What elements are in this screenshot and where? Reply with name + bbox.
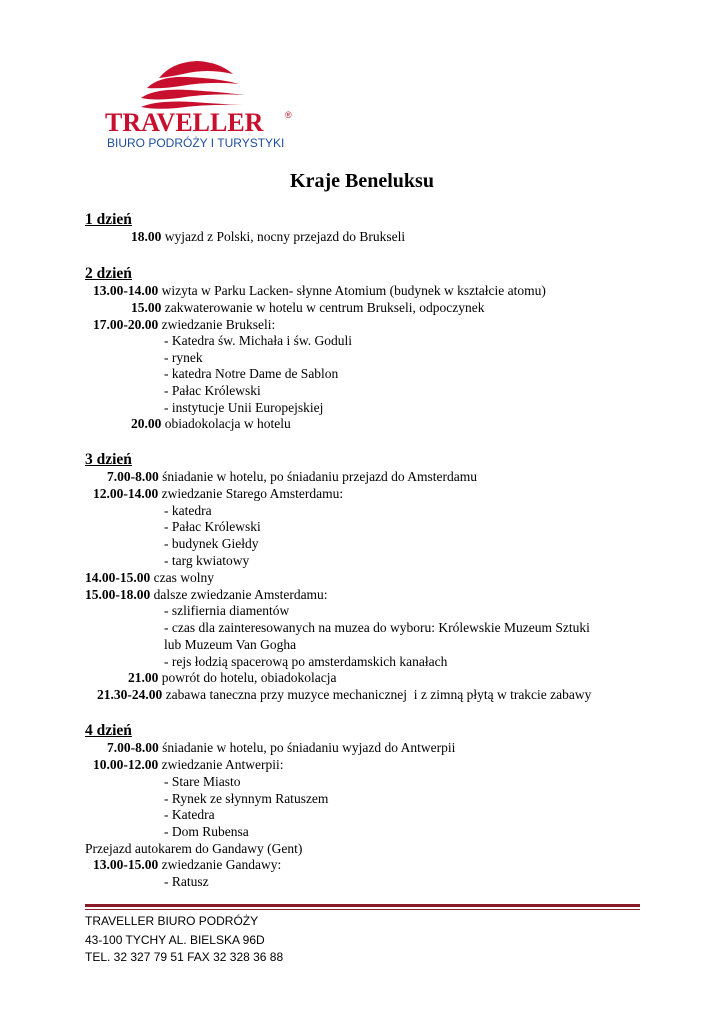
time-label: 7.00-8.00 bbox=[107, 469, 159, 484]
itinerary-line bbox=[107, 469, 477, 485]
footer-contact: TEL. 32 327 79 51 FAX 32 328 36 88 bbox=[85, 950, 284, 964]
activity-text: - katedra Notre Dame de Sablon bbox=[164, 366, 339, 381]
itinerary-line bbox=[164, 553, 249, 569]
activity-text: - czas dla zainteresowanych na muzea do wyboru: Królewskie Muzeum Sztuki bbox=[164, 620, 590, 635]
itinerary-line bbox=[164, 333, 352, 349]
itinerary-line bbox=[164, 503, 212, 519]
time-label: 18.00 bbox=[131, 229, 162, 244]
time-label: 17.00-20.00 bbox=[93, 317, 159, 332]
itinerary-line bbox=[128, 670, 336, 686]
itinerary-line bbox=[93, 486, 343, 502]
activity-text: Przejazd autokarem do Gandawy (Gent) bbox=[85, 841, 303, 856]
itinerary-line bbox=[164, 791, 328, 807]
activity-text: zakwaterowanie w hotelu w centrum Brukseli, odpoczynek bbox=[161, 300, 485, 315]
time-label: 21.30-24.00 bbox=[97, 687, 163, 702]
time-label: 13.00-14.00 bbox=[93, 283, 159, 298]
activity-text: - rejs łodzią spacerową po amsterdamskich kanałach bbox=[164, 654, 448, 669]
time-label: 20.00 bbox=[131, 416, 162, 431]
activity-text: zwiedzanie Starego Amsterdamu: bbox=[158, 486, 344, 501]
itinerary-line bbox=[164, 383, 261, 399]
page-title: Kraje Beneluksu bbox=[290, 170, 434, 192]
itinerary-line bbox=[85, 587, 328, 603]
time-label: 15.00-18.00 bbox=[85, 587, 151, 602]
day-heading: 2 dzień bbox=[85, 265, 132, 282]
activity-text: - instytucje Unii Europejskiej bbox=[164, 400, 324, 415]
itinerary-line bbox=[93, 283, 546, 299]
activity-text: - Ratusz bbox=[164, 874, 209, 889]
itinerary-line bbox=[164, 603, 289, 619]
time-label: 13.00-15.00 bbox=[93, 857, 159, 872]
itinerary-line bbox=[93, 317, 275, 333]
time-label: 10.00-12.00 bbox=[93, 757, 159, 772]
itinerary-line bbox=[164, 874, 209, 890]
activity-text: - Rynek ze słynnym Ratuszem bbox=[164, 791, 329, 806]
itinerary-line bbox=[164, 536, 258, 552]
footer-rule bbox=[85, 904, 640, 912]
activity-text: dalsze zwiedzanie Amsterdamu: bbox=[150, 587, 328, 602]
itinerary-line bbox=[93, 857, 281, 873]
logo-registered-mark: ® bbox=[285, 110, 292, 120]
time-label: 12.00-14.00 bbox=[93, 486, 159, 501]
day-heading: 1 dzień bbox=[85, 211, 132, 228]
logo-tagline: BIURO PODRÓŻY I TURYSTYKI bbox=[107, 136, 285, 150]
activity-text: - Stare Miasto bbox=[164, 774, 241, 789]
activity-text: lub Muzeum Van Gogha bbox=[164, 637, 297, 652]
time-label: 7.00-8.00 bbox=[107, 740, 159, 755]
activity-text: zwiedzanie Antwerpii: bbox=[158, 757, 284, 772]
itinerary-line bbox=[164, 807, 215, 823]
itinerary-line bbox=[164, 637, 296, 653]
activity-text: - Pałac Królewski bbox=[164, 519, 261, 534]
activity-text: - rynek bbox=[164, 350, 203, 365]
time-label: 14.00-15.00 bbox=[85, 570, 151, 585]
activity-text: - Katedra św. Michała i św. Goduli bbox=[164, 333, 352, 348]
footer-address: 43-100 TYCHY AL. BIELSKA 96D bbox=[85, 933, 265, 947]
itinerary-line bbox=[164, 620, 590, 636]
activity-text: wyjazd z Polski, nocny przejazd do Brukseli bbox=[161, 229, 406, 244]
traveller-logo bbox=[97, 44, 307, 167]
activity-text: - Katedra bbox=[164, 807, 215, 822]
itinerary-line bbox=[164, 519, 261, 535]
day-heading: 4 dzień bbox=[85, 722, 132, 739]
itinerary-line bbox=[131, 416, 291, 432]
activity-text: zwiedzanie Brukseli: bbox=[158, 317, 276, 332]
itinerary-line bbox=[85, 841, 302, 857]
itinerary-line bbox=[164, 350, 203, 366]
itinerary-line bbox=[131, 229, 405, 245]
activity-text: śniadanie w hotelu, po śniadaniu przejazd do Amsterdamu bbox=[158, 469, 478, 484]
itinerary-line bbox=[85, 570, 214, 586]
itinerary-line bbox=[107, 740, 455, 756]
activity-text: zabawa taneczna przy muzyce mechanicznej i z zimną płytą w trakcie zabawy bbox=[162, 687, 592, 702]
itinerary-line bbox=[164, 400, 323, 416]
itinerary-line bbox=[131, 300, 485, 316]
activity-text: obiadokolacja w hotelu bbox=[161, 416, 291, 431]
activity-text: - targ kwiatowy bbox=[164, 553, 250, 568]
itinerary-line bbox=[164, 824, 249, 840]
itinerary-line bbox=[93, 757, 283, 773]
activity-text: śniadanie w hotelu, po śniadaniu wyjazd do Antwerpii bbox=[158, 740, 456, 755]
activity-text: powrót do hotelu, obiadokolacja bbox=[158, 670, 337, 685]
activity-text: zwiedzanie Gandawy: bbox=[158, 857, 282, 872]
itinerary-line bbox=[164, 366, 338, 382]
activity-text: - budynek Giełdy bbox=[164, 536, 259, 551]
activity-text: - katedra bbox=[164, 503, 212, 518]
day-heading: 3 dzień bbox=[85, 451, 132, 468]
footer-company-name: TRAVELLER BIURO PODRÓŻY bbox=[85, 914, 259, 928]
itinerary-line bbox=[97, 687, 591, 703]
activity-text: - szlifiernia diamentów bbox=[164, 603, 290, 618]
activity-text: czas wolny bbox=[150, 570, 214, 585]
itinerary-line bbox=[164, 654, 447, 670]
activity-text: - Pałac Królewski bbox=[164, 383, 261, 398]
activity-text: - Dom Rubensa bbox=[164, 824, 249, 839]
activity-text: wizyta w Parku Lacken- słynne Atomium (budynek w kształcie atomu) bbox=[158, 283, 546, 298]
logo-brand-text: TRAVELLER bbox=[105, 108, 264, 137]
time-label: 21.00 bbox=[128, 670, 159, 685]
time-label: 15.00 bbox=[131, 300, 162, 315]
itinerary-line bbox=[164, 774, 241, 790]
